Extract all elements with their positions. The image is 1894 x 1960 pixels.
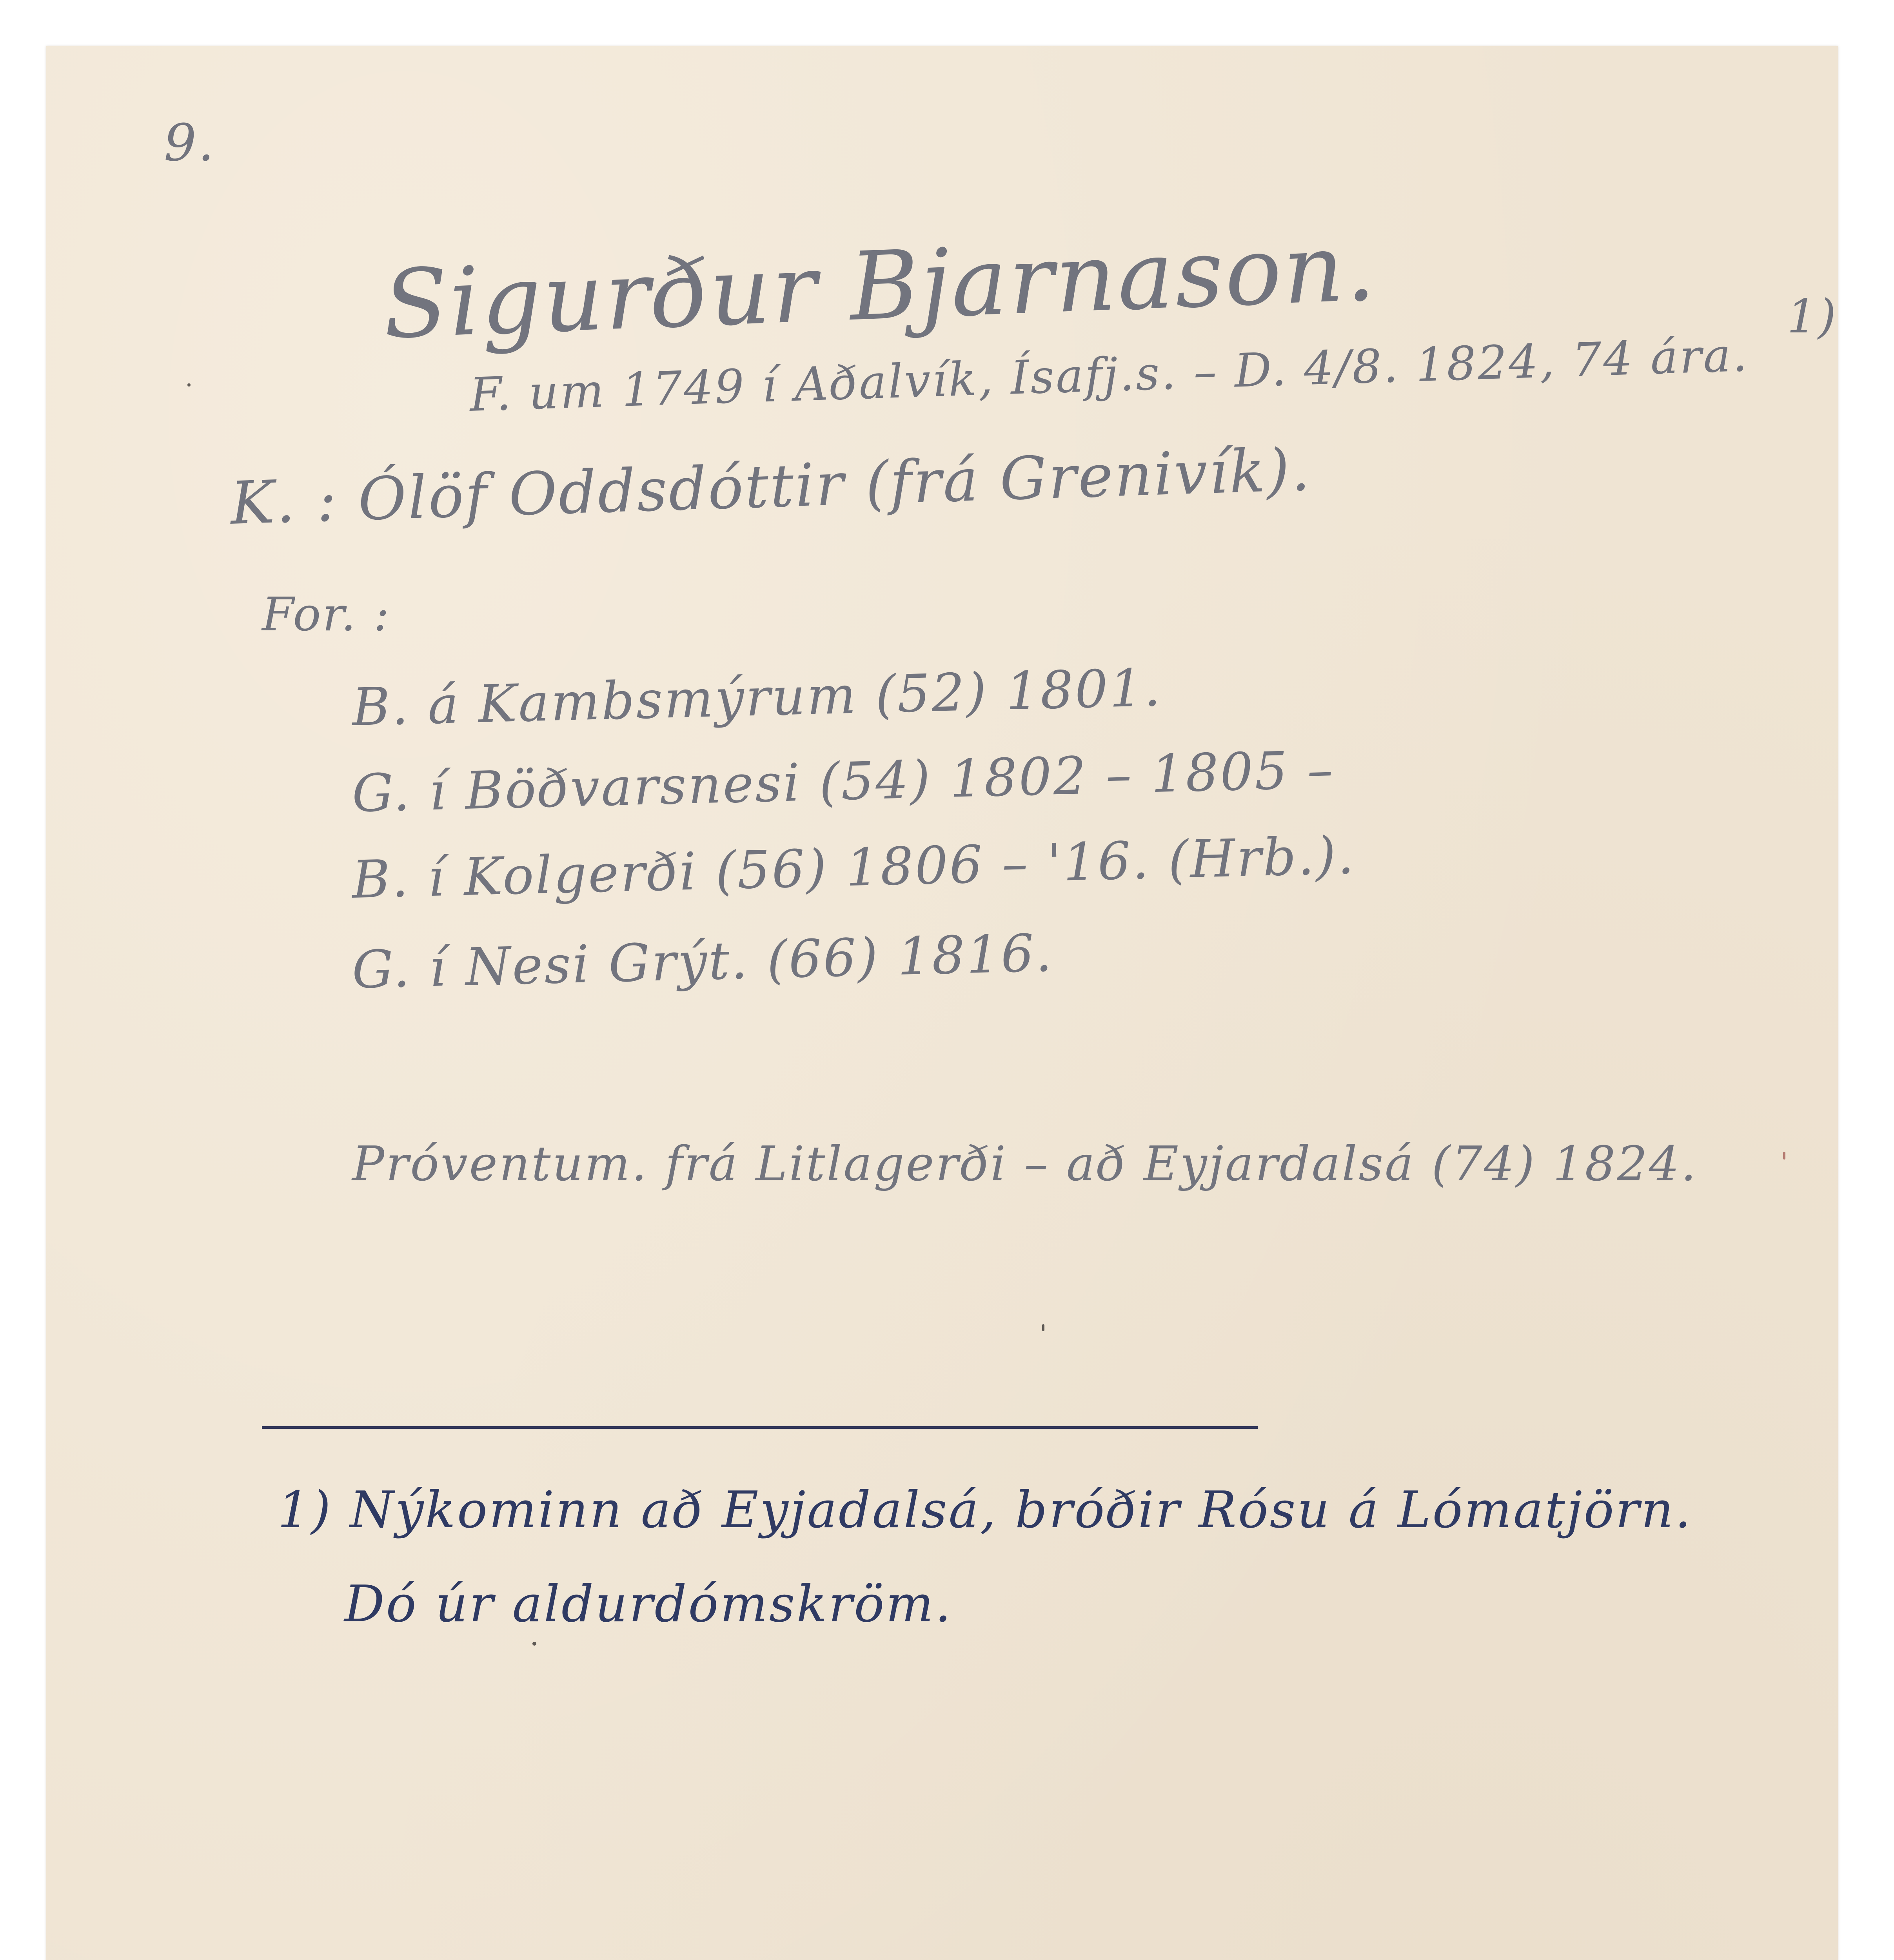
footnote-line: Dó úr aldurdómskröm. [344, 1575, 953, 1633]
person-name-heading: Sigurður Bjarnason. [381, 212, 1379, 360]
footnote-line: 1) Nýkominn að Eyjadalsá, bróðir Rósu á Lómatjörn. [278, 1481, 1692, 1539]
proventum-line: Próventum. frá Litlagerði – að Eyjardalsá (74) 1824. [352, 1136, 1698, 1192]
paper-speck [187, 383, 191, 387]
residence-entry: G. í Böðvarsnesi (54) 1802 – 1805 – [351, 739, 1335, 824]
birth-death-line: F. um 1749 í Aðalvík, Ísafj.s. – D. 4/8. 1824, 74 ára. [469, 327, 1750, 422]
residence-entry: B. á Kambsmýrum (52) 1801. [351, 657, 1163, 738]
paper-speck [1042, 1324, 1044, 1331]
page-number: 9. [164, 113, 216, 172]
paper-speck [1783, 1152, 1785, 1160]
footnote-divider [262, 1426, 1258, 1429]
footnote-marker: 1) [1787, 289, 1838, 343]
paper-sheet [46, 46, 1838, 1960]
residence-entry: B. í Kolgerði (56) 1806 – '16. (Hrb.). [351, 825, 1356, 910]
residence-label: For. : [262, 587, 391, 641]
spouse-line: K. : Ólöf Oddsdóttir (frá Grenivík). [229, 436, 1313, 538]
paper-speck [532, 1642, 536, 1646]
residence-entry: G. í Nesi Grýt. (66) 1816. [351, 923, 1054, 1000]
